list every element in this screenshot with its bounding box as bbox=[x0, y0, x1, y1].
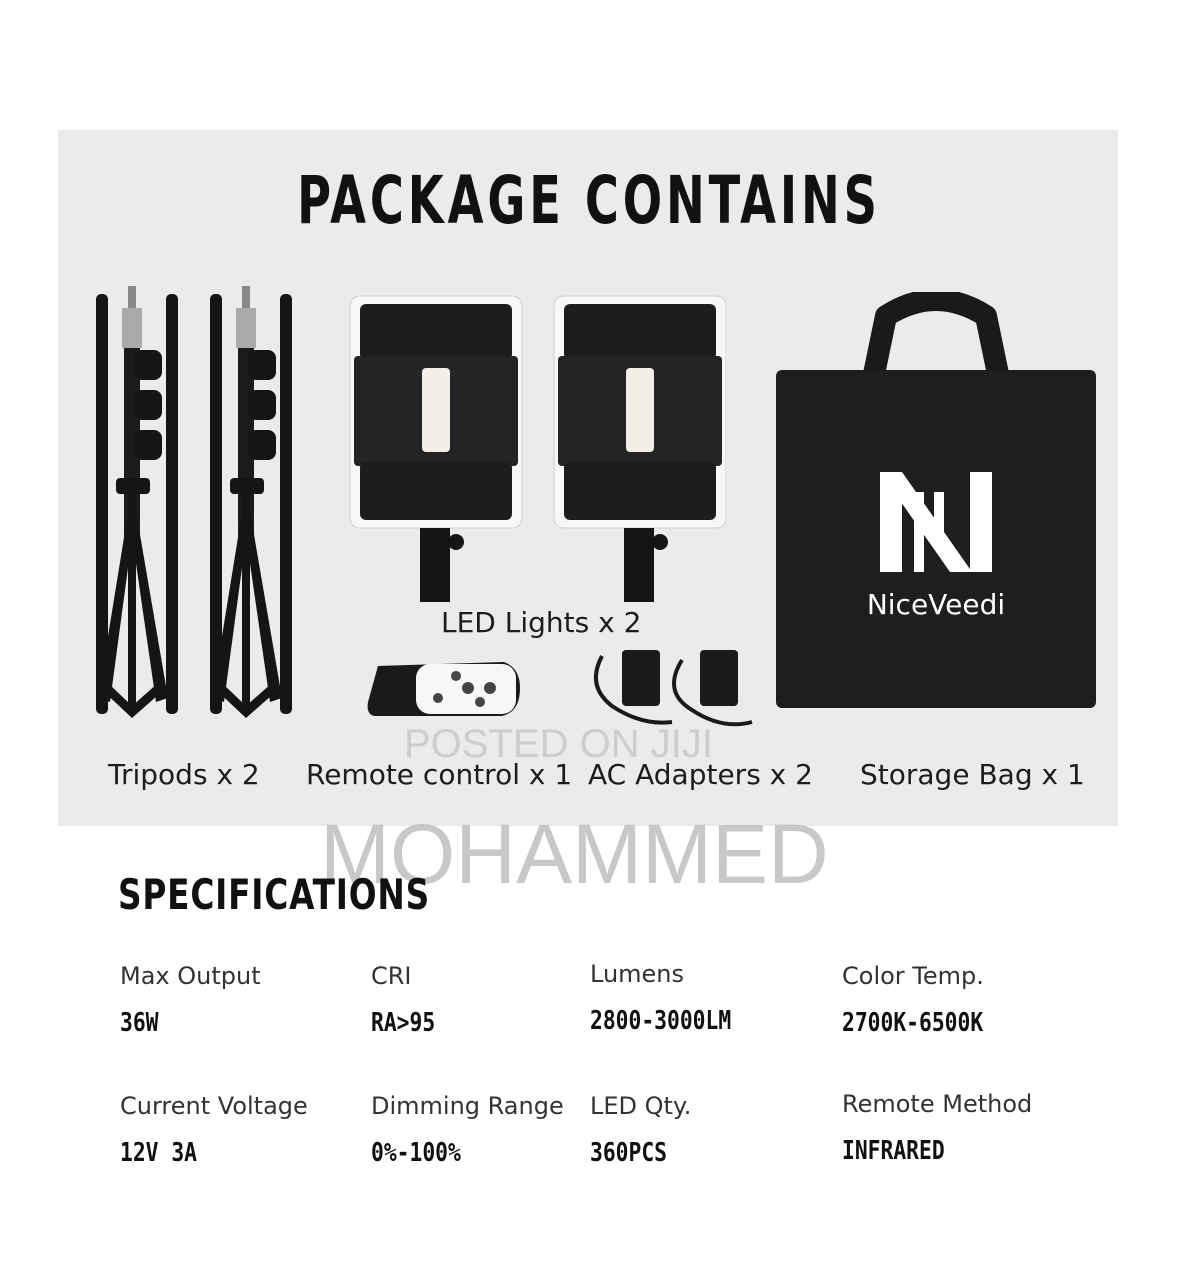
label-bag: Storage Bag x 1 bbox=[860, 758, 1085, 791]
spec-label-cri: CRI bbox=[371, 962, 412, 990]
spec-label-color-temp: Color Temp. bbox=[842, 962, 984, 990]
tripod-right bbox=[210, 286, 292, 718]
tripods-image bbox=[88, 278, 312, 748]
spec-label-led-qty: LED Qty. bbox=[590, 1092, 692, 1120]
led-light-right bbox=[554, 296, 726, 602]
watermark-name: MOHAMMED bbox=[320, 807, 829, 901]
spec-label-remote-method: Remote Method bbox=[842, 1090, 1033, 1118]
led-lights-image bbox=[346, 292, 726, 612]
spec-value-dimming-range: 0%-100% bbox=[371, 1138, 461, 1168]
spec-value-lumens: 2800-3000LM bbox=[590, 1006, 732, 1036]
label-adapters: AC Adapters x 2 bbox=[588, 758, 813, 791]
spec-label-lumens: Lumens bbox=[590, 960, 685, 988]
spec-value-remote-method: INFRARED bbox=[842, 1136, 945, 1166]
spec-value-current-voltage: 12V 3A bbox=[120, 1138, 198, 1168]
spec-value-led-qty: 360PCS bbox=[590, 1138, 668, 1168]
led-light-left bbox=[350, 296, 522, 602]
package-title: PACKAGE CONTAINS bbox=[297, 162, 881, 239]
label-led-lights: LED Lights x 2 bbox=[441, 606, 642, 639]
spec-label-max-output: Max Output bbox=[120, 962, 261, 990]
spec-value-max-output: 36W bbox=[120, 1008, 159, 1038]
label-tripods: Tripods x 2 bbox=[108, 758, 260, 791]
spec-label-current-voltage: Current Voltage bbox=[120, 1092, 308, 1120]
specifications-title: SPECIFICATIONS bbox=[118, 870, 430, 919]
tripod-left bbox=[96, 286, 178, 718]
spec-label-dimming-range: Dimming Range bbox=[371, 1092, 564, 1120]
storage-bag-image bbox=[774, 292, 1098, 712]
bag-brand-text: NiceVeedi bbox=[866, 588, 1006, 621]
remote-image bbox=[364, 658, 524, 720]
watermark-posted: POSTED ON JIJI bbox=[404, 722, 713, 766]
spec-value-cri: RA>95 bbox=[371, 1008, 436, 1038]
label-remote: Remote control x 1 bbox=[306, 758, 573, 791]
spec-value-color-temp: 2700K-6500K bbox=[842, 1008, 984, 1038]
